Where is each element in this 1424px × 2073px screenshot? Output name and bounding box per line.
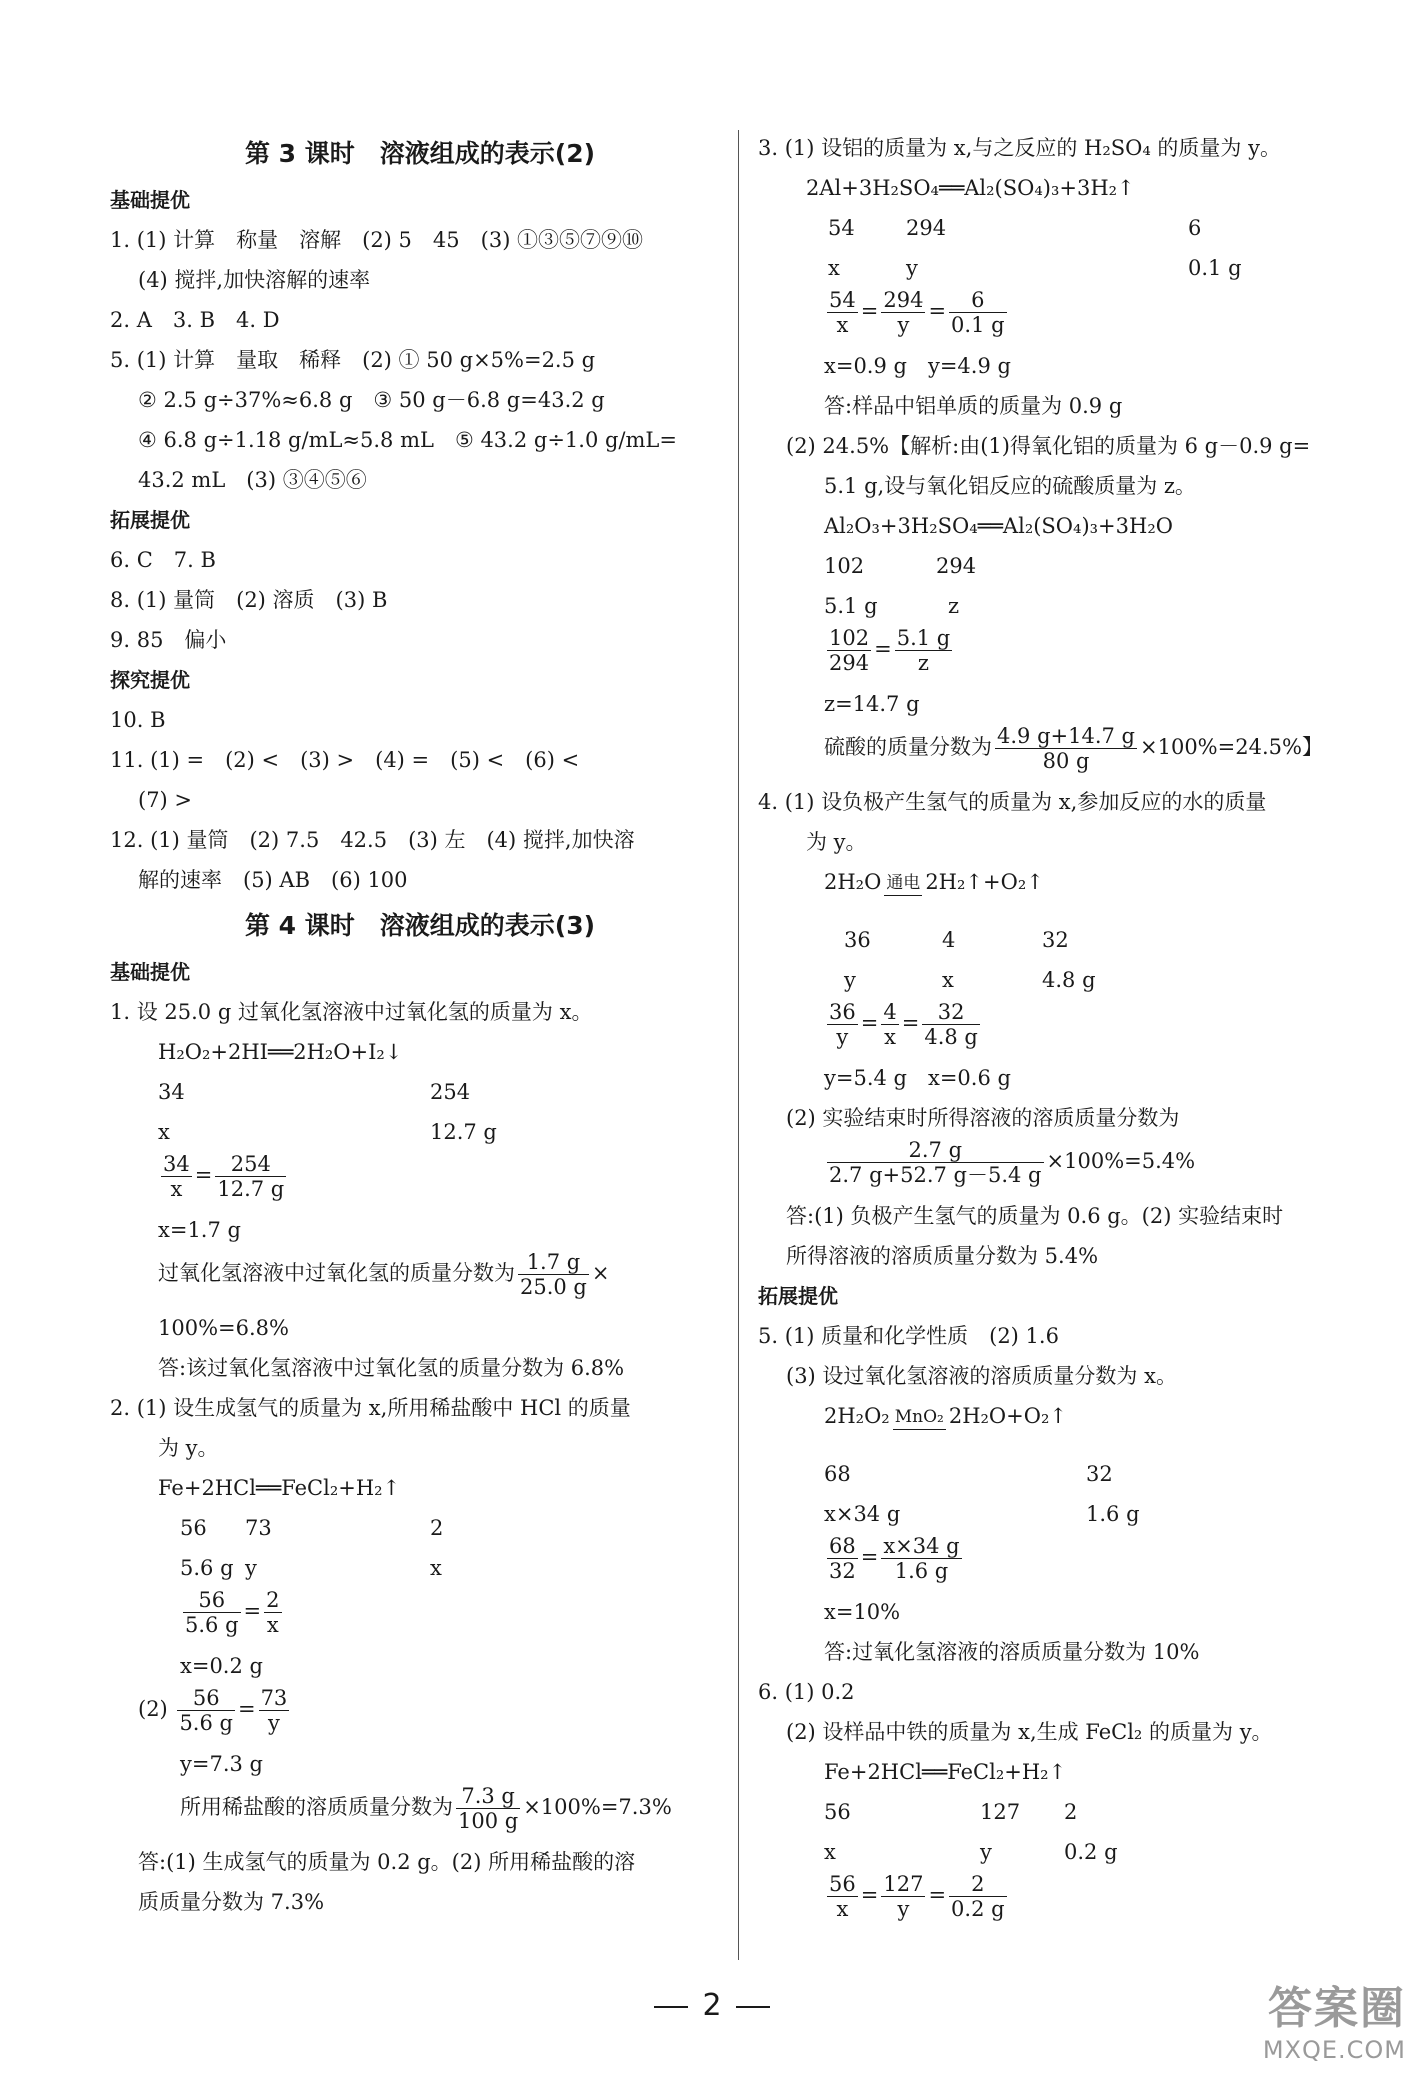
problem-1-equation: H₂O₂+2HI══2H₂O+I₂↓ [158, 1040, 403, 1064]
ratio-value: 294 [906, 216, 947, 240]
fraction: $\frac{56}{x}$ [829, 1872, 856, 1921]
fraction: $\frac{4}{x}$ [883, 1000, 897, 1049]
answer-8: 8. (1) 量筒 (2) 溶质 (3) B [110, 588, 388, 612]
answer-12: 12. (1) 量筒 (2) 7.5 42.5 (3) 左 (4) 搅拌,加快溶 [110, 828, 635, 852]
problem-4-row1 [758, 920, 1378, 960]
fraction: $\frac{5.1 g}{z}$ [896, 626, 951, 675]
ratio-value: z [948, 594, 960, 618]
ratio-value: 2 [430, 1516, 444, 1540]
lesson-3-title: 第 3 课时 溶液组成的表示(2) [244, 139, 596, 168]
section-extension-right: 拓展提优 [758, 1284, 838, 1308]
reaction-condition: MnO₂ [893, 1405, 946, 1430]
answer-12-cont: 解的速率 (5) AB (6) 100 [138, 868, 408, 892]
problem-2-result-2: y=7.3 g [180, 1752, 263, 1776]
fraction: $\frac{7.3 g}{100 g}$ [458, 1784, 519, 1833]
ratio-value: 12.7 g [430, 1120, 497, 1144]
ratio-value: 4 [942, 928, 956, 952]
ratio-value: 36 [844, 928, 871, 952]
problem-2-row2 [110, 1548, 730, 1588]
left-column [110, 128, 730, 1922]
problem-3-answer: 答:样品中铝单质的质量为 0.9 g [824, 394, 1123, 418]
problem-1-row2 [110, 1112, 730, 1152]
problem-5-result: x=10% [824, 1600, 901, 1624]
problem-2-intro-cont: 为 y。 [158, 1436, 219, 1460]
ratio-value: 1.6 g [1086, 1502, 1140, 1526]
ratio-value: y [844, 968, 856, 992]
reaction-condition: 通电 [884, 871, 922, 896]
answer-1: 1. (1) 计算 称量 溶解 (2) 5 45 (3) ①③⑤⑦⑨⑩ [110, 228, 644, 252]
problem-1-fraction-line: 过氧化氢溶液中过氧化氢的质量分数为 $\frac{1.7 g}{25.0 g}$ × [158, 1250, 610, 1299]
answer-10: 10. B [110, 708, 166, 732]
problem-1-proportion: $\frac{34}{x}$ = $\frac{254}{12.7 g}$ [163, 1152, 285, 1201]
problem-3-equation: 2Al+3H₂SO₄══Al₂(SO₄)₃+3H₂↑ [806, 176, 1135, 200]
problem-1-answer: 答:该过氧化氢溶液中过氧化氢的质量分数为 6.8% [158, 1356, 625, 1380]
fraction: $\frac{1.7 g}{25.0 g}$ [520, 1250, 587, 1299]
problem-5-part3: (3) 设过氧化氢溶液的溶质质量分数为 x。 [786, 1364, 1177, 1388]
fraction: $\frac{2}{x}$ [266, 1588, 280, 1637]
problem-1-result: x=1.7 g [158, 1218, 241, 1242]
problem-1-percent: 100%=6.8% [158, 1316, 289, 1340]
problem-5-equation: 2H₂O₂ MnO₂ 2H₂O+O₂↑ [824, 1404, 1067, 1428]
fraction: $\frac{127}{y}$ [883, 1872, 924, 1921]
problem-1-row1 [110, 1072, 730, 1112]
fraction: $\frac{56}{5.6 g}$ [179, 1686, 233, 1735]
problem-4-part2: (2) 实验结束时所得溶液的溶质质量分数为 [786, 1106, 1180, 1130]
ratio-value: 56 [180, 1516, 207, 1540]
footer-dash [654, 2006, 688, 2008]
problem-4-fraction-line: $\frac{2.7 g}{2.7 g+52.7 g-5.4 g}$ ×100%=5.4% [829, 1138, 1196, 1187]
right-column [758, 128, 1378, 1930]
watermark-url: MXQE.COM [1262, 2036, 1406, 2064]
problem-3-proportion-2: $\frac{102}{294}$ = $\frac{5.1 g}{z}$ [829, 626, 951, 675]
problem-2-row1 [110, 1508, 730, 1548]
problem-3-intro: 3. (1) 设铝的质量为 x,与之反应的 H₂SO₄ 的质量为 y。 [758, 136, 1281, 160]
answer-5: 5. (1) 计算 量取 稀释 (2) ① 50 g×5%=2.5 g [110, 348, 596, 372]
problem-6: 6. (1) 0.2 [758, 1680, 855, 1704]
problem-2-answer: 答:(1) 生成氢气的质量为 0.2 g。(2) 所用稀盐酸的溶 [138, 1850, 636, 1874]
ratio-value: 0.1 g [1188, 256, 1242, 280]
ratio-value: 6 [1188, 216, 1202, 240]
problem-5-proportion: $\frac{68}{32}$ = $\frac{x\times 34 g}{1.6 g}$ [829, 1534, 960, 1583]
problem-6-equation: Fe+2HCl══FeCl₂+H₂↑ [824, 1760, 1067, 1784]
problem-5-row2 [758, 1494, 1378, 1534]
ratio-value: y [906, 256, 918, 280]
ratio-value: 68 [824, 1462, 851, 1486]
problem-4-result: y=5.4 g x=0.6 g [824, 1066, 1011, 1090]
fraction: $\frac{34}{x}$ [163, 1152, 190, 1201]
problem-2-intro: 2. (1) 设生成氢气的质量为 x,所用稀盐酸中 HCl 的质量 [110, 1396, 631, 1420]
problem-3-part2: (2) 24.5%【解析:由(1)得氧化铝的质量为 6 g－0.9 g= [786, 434, 1311, 458]
ratio-value: 54 [828, 216, 855, 240]
ratio-value: 5.1 g [824, 594, 878, 618]
problem-5-row1 [758, 1454, 1378, 1494]
section-extension: 拓展提优 [110, 508, 190, 532]
fraction: $\frac{73}{y}$ [260, 1686, 288, 1735]
fraction: $\frac{56}{5.6 g}$ [185, 1588, 239, 1637]
answer-2-4: 2. A 3. B 4. D [110, 308, 280, 332]
ratio-value: 32 [1086, 1462, 1113, 1486]
problem-3-row4 [758, 586, 1378, 626]
ratio-value: 4.8 g [1042, 968, 1096, 992]
problem-2-fraction-line: 所用稀盐酸的溶质质量分数为 $\frac{7.3 g}{100 g}$ ×100%=7.3% [180, 1784, 672, 1833]
problem-6-row1 [758, 1792, 1378, 1832]
fraction: $\frac{4.9 g+14.7 g}{80 g}$ [997, 724, 1135, 773]
answer-1-cont: (4) 搅拌,加快溶解的速率 [138, 268, 371, 292]
answer-11-cont: (7) > [138, 788, 193, 812]
problem-4-proportion: $\frac{36}{y}$ = $\frac{4}{x}$ = $\frac{32}{4.8 g}$ [829, 1000, 978, 1049]
ratio-value: x [824, 1840, 836, 1864]
problem-6-proportion: $\frac{56}{x}$ = $\frac{127}{y}$ = $\frac{2}{0.2 g}$ [829, 1872, 1005, 1921]
answer-9: 9. 85 偏小 [110, 628, 227, 652]
answer-5-line2: ② 2.5 g÷37%≈6.8 g ③ 50 g－6.8 g=43.2 g [138, 388, 605, 412]
problem-4-intro-cont: 为 y。 [806, 830, 867, 854]
answer-6-7: 6. C 7. B [110, 548, 216, 572]
problem-5: 5. (1) 质量和化学性质 (2) 1.6 [758, 1324, 1059, 1348]
ratio-value: x×34 g [824, 1502, 901, 1526]
problem-4-equation: 2H₂O 通电 2H₂↑+O₂↑ [824, 870, 1044, 894]
ratio-value: 56 [824, 1800, 851, 1824]
problem-2-proportion-2: (2) $\frac{56}{5.6 g}$ = $\frac{73}{y}$ [138, 1686, 288, 1735]
ratio-value: 34 [158, 1080, 185, 1104]
section-basic-2: 基础提优 [110, 960, 190, 984]
problem-4-row2 [758, 960, 1378, 1000]
fraction: $\frac{294}{y}$ [883, 288, 924, 337]
ratio-value: x [942, 968, 954, 992]
problem-2-answer-cont: 质质量分数为 7.3% [138, 1890, 325, 1914]
problem-3-row2 [758, 248, 1378, 288]
ratio-value: 294 [936, 554, 977, 578]
ratio-value: y [980, 1840, 992, 1864]
ratio-value: x [828, 256, 840, 280]
ratio-value: 254 [430, 1080, 471, 1104]
watermark-logo: 答案圈 [1268, 1983, 1406, 2034]
problem-2-result-1: x=0.2 g [180, 1654, 263, 1678]
fraction: $\frac{254}{12.7 g}$ [217, 1152, 285, 1201]
fraction: $\frac{102}{294}$ [829, 626, 870, 675]
fraction: $\frac{2.7 g}{2.7 g+52.7 g-5.4 g}$ [829, 1138, 1042, 1187]
problem-5-answer: 答:过氧化氢溶液的溶质质量分数为 10% [824, 1640, 1200, 1664]
ratio-value: y [245, 1556, 257, 1580]
fraction: $\frac{36}{y}$ [829, 1000, 856, 1049]
ratio-value: x [158, 1120, 170, 1144]
problem-6-row2 [758, 1832, 1378, 1872]
problem-3-row1 [758, 208, 1378, 248]
page-footer [0, 1988, 1424, 2023]
section-basic: 基础提优 [110, 188, 190, 212]
lesson-4-title: 第 4 课时 溶液组成的表示(3) [244, 911, 596, 940]
problem-4-answer-cont: 所得溶液的溶质质量分数为 5.4% [786, 1244, 1099, 1268]
ratio-value: x [430, 1556, 442, 1580]
problem-3-proportion: $\frac{54}{x}$ = $\frac{294}{y}$ = $\frac{6}{0.1 g}$ [829, 288, 1005, 337]
ratio-value: 102 [824, 554, 865, 578]
problem-3-row3 [758, 546, 1378, 586]
problem-2-proportion-1: $\frac{56}{5.6 g}$ = $\frac{2}{x}$ [185, 1588, 280, 1637]
problem-3-result-2: z=14.7 g [824, 692, 920, 716]
footer-dash [736, 2006, 770, 2008]
answer-5-line4: 43.2 mL (3) ③④⑤⑥ [138, 468, 367, 492]
ratio-value: 73 [245, 1516, 272, 1540]
site-watermark [1263, 1972, 1406, 2064]
ratio-value: 127 [980, 1800, 1021, 1824]
fraction: $\frac{32}{4.8 g}$ [924, 1000, 978, 1049]
problem-3-fraction-line: 硫酸的质量分数为 $\frac{4.9 g+14.7 g}{80 g}$ ×100%=24.5%】 [824, 724, 1323, 773]
problem-4-answer: 答:(1) 负极产生氢气的质量为 0.6 g。(2) 实验结束时 [786, 1204, 1284, 1228]
fraction: $\frac{x\times 34 g}{1.6 g}$ [883, 1534, 960, 1583]
ratio-value: 0.2 g [1064, 1840, 1118, 1864]
problem-4-intro: 4. (1) 设负极产生氢气的质量为 x,参加反应的水的质量 [758, 790, 1267, 814]
answer-5-line3: ④ 6.8 g÷1.18 g/mL≈5.8 mL ⑤ 43.2 g÷1.0 g/mL= [138, 428, 677, 452]
problem-2-equation: Fe+2HCl══FeCl₂+H₂↑ [158, 1476, 401, 1500]
answer-11: 11. (1) = (2) < (3) > (4) = (5) < (6) < [110, 748, 580, 772]
ratio-value: 32 [1042, 928, 1069, 952]
fraction: $\frac{54}{x}$ [829, 288, 856, 337]
problem-6-part2: (2) 设样品中铁的质量为 x,生成 FeCl₂ 的质量为 y。 [786, 1720, 1273, 1744]
ratio-value: 2 [1064, 1800, 1078, 1824]
column-divider [738, 130, 739, 1960]
problem-3-result: x=0.9 g y=4.9 g [824, 354, 1011, 378]
fraction: $\frac{2}{0.2 g}$ [951, 1872, 1005, 1921]
ratio-value: 5.6 g [180, 1556, 234, 1580]
problem-3-equation-2: Al₂O₃+3H₂SO₄══Al₂(SO₄)₃+3H₂O [824, 514, 1173, 538]
fraction: $\frac{6}{0.1 g}$ [951, 288, 1005, 337]
section-explore: 探究提优 [110, 668, 190, 692]
problem-1-intro: 1. 设 25.0 g 过氧化氢溶液中过氧化氢的质量为 x。 [110, 1000, 593, 1024]
page-number: 2 [702, 1988, 722, 2023]
problem-3-part2-cont: 5.1 g,设与氧化铝反应的硫酸质量为 z。 [824, 474, 1196, 498]
fraction: $\frac{68}{32}$ [829, 1534, 856, 1583]
